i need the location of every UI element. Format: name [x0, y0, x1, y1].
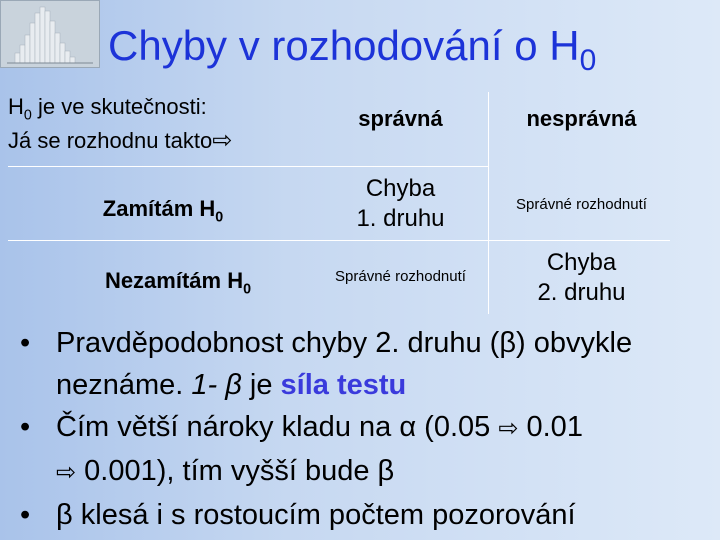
page-title: Chyby v rozhodování o $H_0$	[108, 22, 597, 77]
bullet-list	[20, 322, 710, 536]
header-cell-reality: $H_0$ je ve skutečnosti: Já se rozhodnu takto⇨	[8, 94, 233, 155]
list-item: • β klesá i s rostoucím počtem pozorování	[20, 499, 576, 531]
outline-right-arrow-icon: ⇨	[498, 415, 519, 442]
decision-table	[8, 92, 670, 314]
outline-right-arrow-icon: ⇨	[56, 459, 77, 486]
cell-correct-decision: Správné rozhodnutí	[516, 196, 647, 213]
list-item: • Čím větší nároky kladu na α (0.05 ⇨ 0.01 ⇨ 0.001), tím vyšší bude β	[20, 411, 583, 487]
list-item: • Pravděpodobnost chyby 2. druhu (β) obvykle neznáme. 1- β je síla testu	[20, 327, 633, 401]
row-label-not-reject: Nezamítám $H_0$	[104, 268, 252, 298]
row-label-reject: Zamítám $H_0$	[102, 196, 224, 226]
cell-type2-error: Chyba 2. druhu	[537, 249, 626, 306]
cell-correct-decision: Správné rozhodnutí	[335, 268, 466, 285]
histogram-thumbnail	[0, 0, 100, 68]
header-col-correct: správná	[358, 106, 443, 131]
header-col-incorrect: nesprávná	[526, 106, 637, 131]
cell-type1-error: Chyba 1. druhu	[356, 175, 445, 232]
outline-right-arrow-icon: ⇨	[212, 127, 233, 155]
